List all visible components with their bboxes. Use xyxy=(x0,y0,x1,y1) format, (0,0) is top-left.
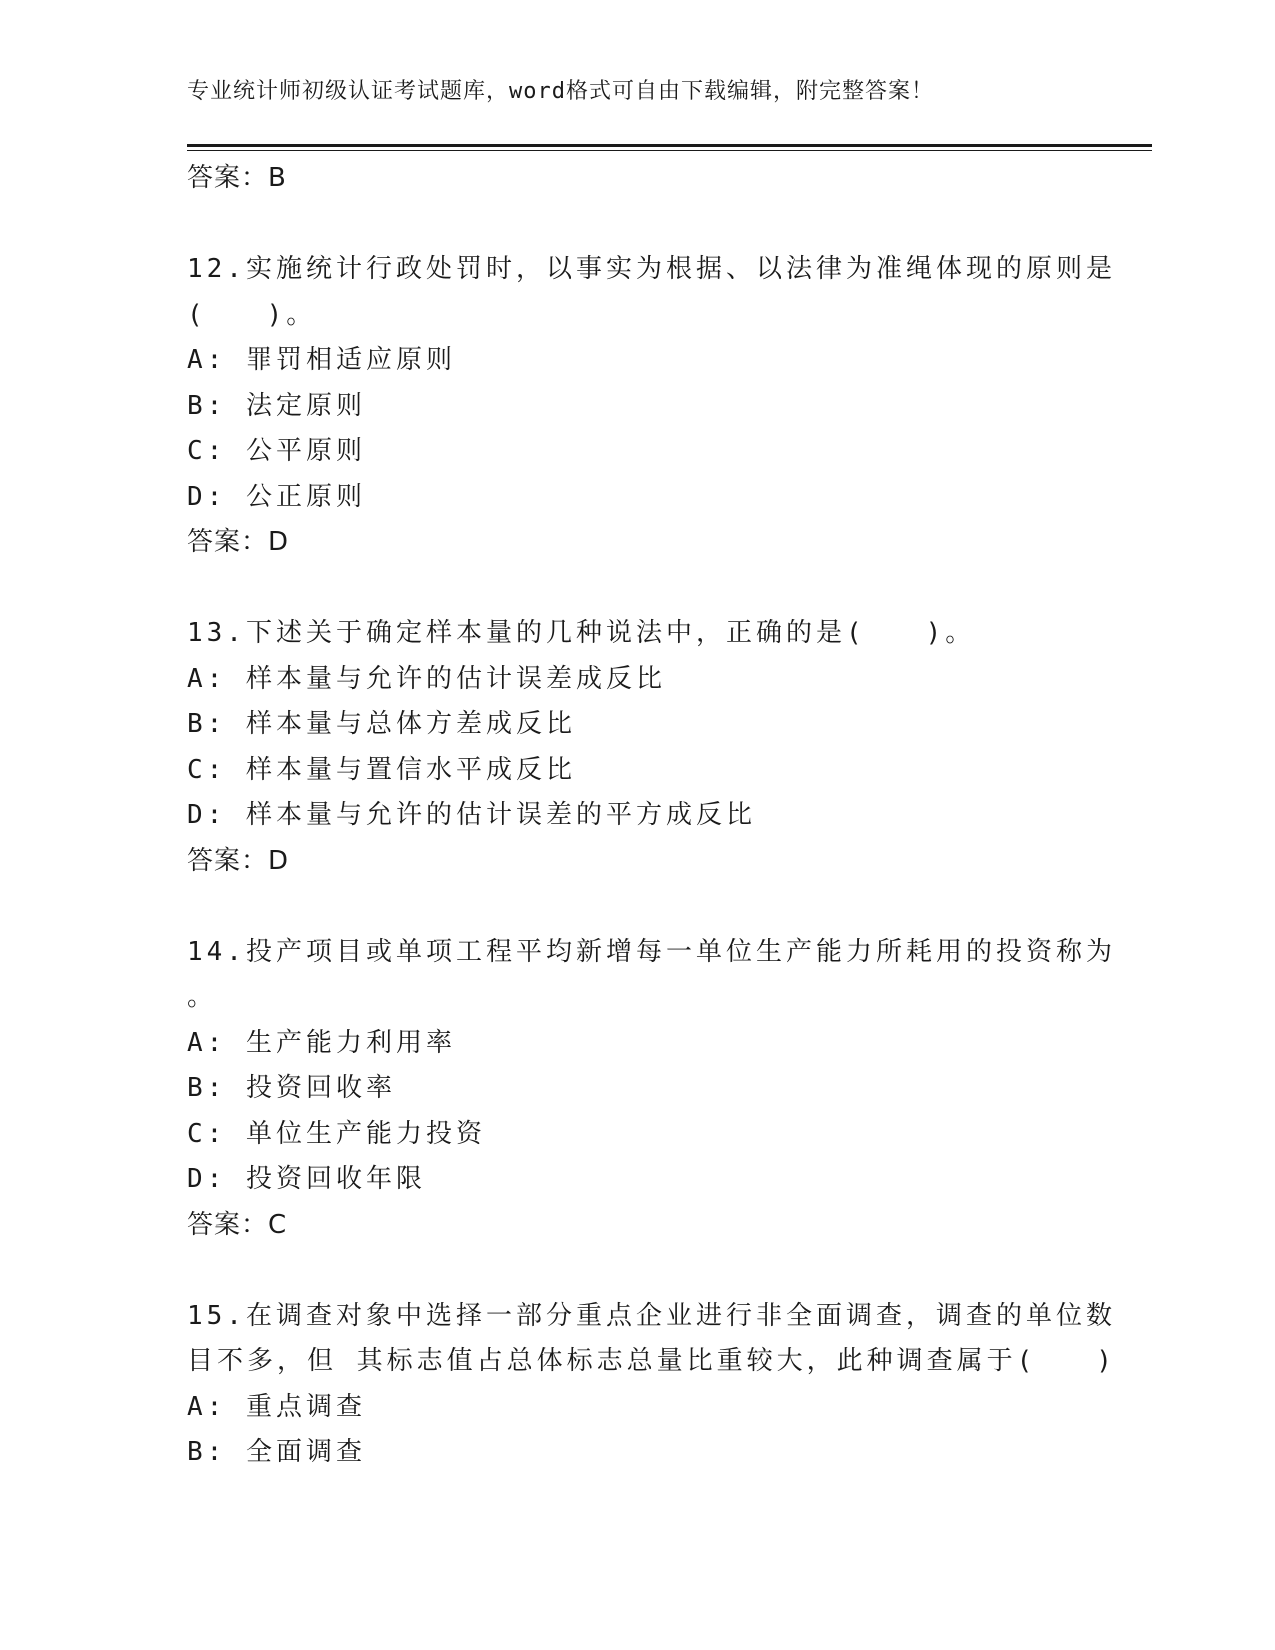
question-block xyxy=(187,247,1116,566)
question-stem: 12.实施统计行政处罚时，以事实为根据、以法律为准绳体现的原则是 xyxy=(187,254,1116,284)
question-stem: ( )。 xyxy=(187,299,317,330)
question-stem: 14.投产项目或单项工程平均新增每一单位生产能力所耗用的投资称为 xyxy=(187,936,1116,967)
answer-line: 答案：C xyxy=(187,1209,288,1240)
answer-line: 答案：B xyxy=(187,163,287,193)
question-stem: 15.在调查对象中选择一部分重点企业进行非全面调查，调查的单位数 xyxy=(187,1300,1116,1331)
spacer xyxy=(187,202,1087,248)
page-header: 专业统计师初级认证考试题库，word格式可自由下载编辑，附完整答案！ xyxy=(187,79,934,104)
option-d: D: 样本量与允许的估计误差的平方成反比 xyxy=(187,800,756,830)
question-block xyxy=(187,930,1116,1249)
option-d: D: 投资回收年限 xyxy=(187,1164,426,1194)
option-a: A: 样本量与允许的估计误差成反比 xyxy=(187,663,666,694)
question-block xyxy=(187,1294,1116,1476)
option-c: C: 公平原则 xyxy=(187,436,366,466)
option-c: C: 样本量与置信水平成反比 xyxy=(187,754,576,785)
question-block xyxy=(187,611,1087,884)
option-b: B: 全面调查 xyxy=(187,1437,366,1467)
document-body xyxy=(187,156,1116,1476)
answer-line: 答案：D xyxy=(187,527,290,557)
spacer xyxy=(187,884,1087,930)
option-b: B: 法定原则 xyxy=(187,390,366,421)
option-b: B: 投资回收率 xyxy=(187,1073,396,1103)
question-stem: 13.下述关于确定样本量的几种说法中，正确的是( )。 xyxy=(187,618,976,648)
option-a: A: 生产能力利用率 xyxy=(187,1027,456,1058)
spacer xyxy=(187,566,1087,612)
answer-line: 答案：D xyxy=(187,845,290,876)
question-stem: 。 xyxy=(187,982,218,1012)
option-b: B: 样本量与总体方差成反比 xyxy=(187,709,576,739)
option-c: C: 单位生产能力投资 xyxy=(187,1118,486,1149)
question-stem: 目不多，但 其标志值占总体标志总量比重较大，此种调查属于( ) xyxy=(187,1346,1116,1376)
option-a: A: 罪罚相适应原则 xyxy=(187,345,456,375)
header-rule-thick xyxy=(187,144,1152,147)
option-a: A: 重点调查 xyxy=(187,1391,366,1422)
header-rule-thin xyxy=(187,150,1152,151)
spacer xyxy=(187,1248,1087,1294)
option-d: D: 公正原则 xyxy=(187,481,366,512)
